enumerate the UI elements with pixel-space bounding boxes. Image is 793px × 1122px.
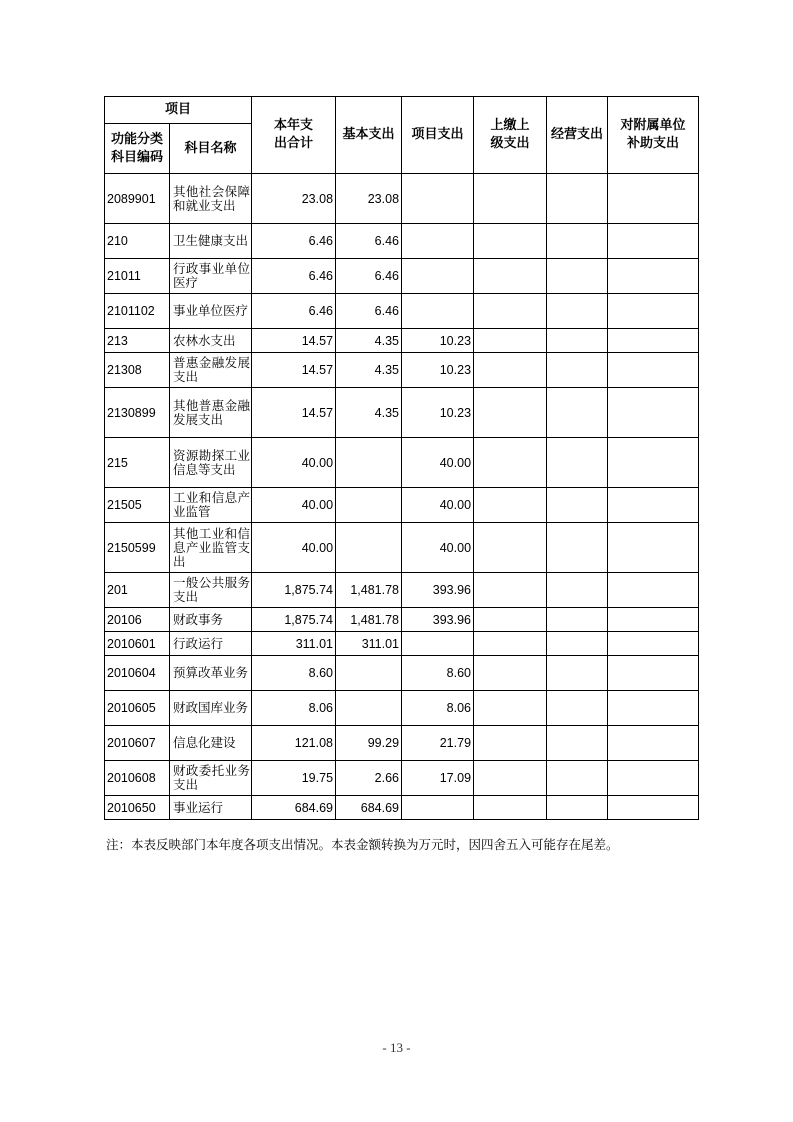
subsidy-cell (608, 608, 699, 632)
table-row (105, 632, 699, 656)
project-cell: 393.96 (402, 608, 474, 632)
basic-cell (336, 691, 402, 726)
upper-cell (474, 438, 547, 488)
total-cell: 19.75 (252, 761, 336, 796)
basic-cell: 6.46 (336, 294, 402, 329)
basic-cell: 23.08 (336, 174, 402, 224)
project-cell (402, 174, 474, 224)
page-number: - 13 - (382, 1040, 411, 1055)
upper-cell (474, 608, 547, 632)
basic-cell: 99.29 (336, 726, 402, 761)
total-cell: 40.00 (252, 523, 336, 573)
footnote: 注：本表反映部门本年度各项支出情况。本表金额转换为万元时，因四舍五入可能存在尾差。 (106, 837, 619, 852)
operation-cell (547, 438, 608, 488)
upper-cell (474, 388, 547, 438)
project-cell: 40.00 (402, 488, 474, 523)
subject-name-cell: 其他普惠金融发展支出 (170, 388, 252, 438)
total-cell: 1,875.74 (252, 573, 336, 608)
table-row (105, 174, 699, 224)
subject-name-cell: 行政运行 (170, 632, 252, 656)
upper-cell (474, 726, 547, 761)
subject-name-cell: 农林水支出 (170, 329, 252, 353)
upper-cell (474, 488, 547, 523)
subject-code-cell: 201 (105, 573, 170, 608)
header-code: 功能分类科目编码 (105, 124, 170, 174)
upper-cell (474, 796, 547, 820)
project-cell: 17.09 (402, 761, 474, 796)
operation-cell (547, 353, 608, 388)
subsidy-cell (608, 726, 699, 761)
table-row (105, 726, 699, 761)
subject-name-cell: 工业和信息产业监管 (170, 488, 252, 523)
subject-code-cell: 21011 (105, 259, 170, 294)
upper-cell (474, 329, 547, 353)
subject-code-cell: 2010604 (105, 656, 170, 691)
basic-cell (336, 488, 402, 523)
basic-cell: 684.69 (336, 796, 402, 820)
project-cell: 8.60 (402, 656, 474, 691)
subject-name-cell: 财政国库业务 (170, 691, 252, 726)
subject-code-cell: 21308 (105, 353, 170, 388)
project-cell: 10.23 (402, 353, 474, 388)
table-row (105, 691, 699, 726)
upper-cell (474, 691, 547, 726)
operation-cell (547, 573, 608, 608)
upper-cell (474, 174, 547, 224)
upper-cell (474, 259, 547, 294)
upper-cell (474, 573, 547, 608)
header-project: 项目 (105, 97, 252, 124)
subsidy-cell (608, 174, 699, 224)
subject-name-cell: 事业运行 (170, 796, 252, 820)
basic-cell: 4.35 (336, 353, 402, 388)
basic-cell: 2.66 (336, 761, 402, 796)
upper-cell (474, 761, 547, 796)
subject-name-cell: 财政委托业务支出 (170, 761, 252, 796)
operation-cell (547, 691, 608, 726)
upper-cell (474, 224, 547, 259)
project-cell: 40.00 (402, 523, 474, 573)
total-cell: 6.46 (252, 224, 336, 259)
subject-name-cell: 行政事业单位医疗 (170, 259, 252, 294)
project-cell (402, 294, 474, 329)
operation-cell (547, 329, 608, 353)
subsidy-cell (608, 632, 699, 656)
project-cell: 21.79 (402, 726, 474, 761)
subsidy-cell (608, 388, 699, 438)
project-cell (402, 796, 474, 820)
basic-cell: 1,481.78 (336, 573, 402, 608)
basic-cell (336, 523, 402, 573)
operation-cell (547, 224, 608, 259)
subject-code-cell: 2010608 (105, 761, 170, 796)
operation-cell (547, 523, 608, 573)
project-cell: 8.06 (402, 691, 474, 726)
subsidy-cell (608, 329, 699, 353)
subject-name-cell: 卫生健康支出 (170, 224, 252, 259)
subject-code-cell: 2010650 (105, 796, 170, 820)
header-project-expenditure: 项目支出 (402, 97, 474, 174)
subject-code-cell: 2010607 (105, 726, 170, 761)
total-cell: 6.46 (252, 259, 336, 294)
subject-code-cell: 2089901 (105, 174, 170, 224)
table-row (105, 294, 699, 329)
basic-cell (336, 438, 402, 488)
subsidy-cell (608, 523, 699, 573)
table-row (105, 523, 699, 573)
total-cell: 40.00 (252, 488, 336, 523)
project-cell: 10.23 (402, 329, 474, 353)
basic-cell: 6.46 (336, 224, 402, 259)
table-row (105, 573, 699, 608)
expenditure-table (104, 96, 699, 820)
upper-cell (474, 353, 547, 388)
operation-cell (547, 259, 608, 294)
operation-cell (547, 488, 608, 523)
upper-cell (474, 632, 547, 656)
subsidy-cell (608, 761, 699, 796)
subsidy-cell (608, 573, 699, 608)
subject-name-cell: 资源勘探工业信息等支出 (170, 438, 252, 488)
upper-cell (474, 523, 547, 573)
total-cell: 14.57 (252, 353, 336, 388)
total-cell: 121.08 (252, 726, 336, 761)
subject-name-cell: 一般公共服务支出 (170, 573, 252, 608)
operation-cell (547, 761, 608, 796)
subject-name-cell: 信息化建设 (170, 726, 252, 761)
total-cell: 8.60 (252, 656, 336, 691)
subject-name-cell: 其他社会保障和就业支出 (170, 174, 252, 224)
subsidy-cell (608, 259, 699, 294)
subject-code-cell: 215 (105, 438, 170, 488)
operation-cell (547, 726, 608, 761)
table-row (105, 796, 699, 820)
project-cell: 393.96 (402, 573, 474, 608)
subject-code-cell: 2010605 (105, 691, 170, 726)
subject-name-cell: 普惠金融发展支出 (170, 353, 252, 388)
subsidy-cell (608, 796, 699, 820)
operation-cell (547, 294, 608, 329)
operation-cell (547, 796, 608, 820)
subject-code-cell: 2130899 (105, 388, 170, 438)
header-basic: 基本支出 (336, 97, 402, 174)
project-cell (402, 259, 474, 294)
subsidy-cell (608, 224, 699, 259)
table-row (105, 608, 699, 632)
subject-code-cell: 210 (105, 224, 170, 259)
subject-name-cell: 事业单位医疗 (170, 294, 252, 329)
table-row (105, 488, 699, 523)
header-upper: 上缴上级支出 (474, 97, 547, 174)
subsidy-cell (608, 656, 699, 691)
project-cell (402, 632, 474, 656)
total-cell: 684.69 (252, 796, 336, 820)
header-subsidy: 对附属单位补助支出 (608, 97, 699, 174)
table-row (105, 329, 699, 353)
table-row (105, 438, 699, 488)
total-cell: 40.00 (252, 438, 336, 488)
subject-name-cell: 其他工业和信息产业监管支出 (170, 523, 252, 573)
subject-name-cell: 财政事务 (170, 608, 252, 632)
header-name: 科目名称 (170, 124, 252, 174)
table-row (105, 353, 699, 388)
table-row (105, 656, 699, 691)
subject-code-cell: 2101102 (105, 294, 170, 329)
header-total: 本年支出合计 (252, 97, 336, 174)
subject-name-cell: 预算改革业务 (170, 656, 252, 691)
operation-cell (547, 174, 608, 224)
project-cell (402, 224, 474, 259)
total-cell: 6.46 (252, 294, 336, 329)
subject-code-cell: 20106 (105, 608, 170, 632)
basic-cell: 4.35 (336, 329, 402, 353)
total-cell: 8.06 (252, 691, 336, 726)
operation-cell (547, 388, 608, 438)
subject-code-cell: 213 (105, 329, 170, 353)
project-cell: 40.00 (402, 438, 474, 488)
subsidy-cell (608, 488, 699, 523)
upper-cell (474, 294, 547, 329)
total-cell: 14.57 (252, 388, 336, 438)
project-cell: 10.23 (402, 388, 474, 438)
table-row (105, 761, 699, 796)
total-cell: 14.57 (252, 329, 336, 353)
subject-code-cell: 21505 (105, 488, 170, 523)
basic-cell (336, 656, 402, 691)
operation-cell (547, 608, 608, 632)
total-cell: 23.08 (252, 174, 336, 224)
subject-code-cell: 2010601 (105, 632, 170, 656)
basic-cell: 6.46 (336, 259, 402, 294)
subsidy-cell (608, 294, 699, 329)
subsidy-cell (608, 438, 699, 488)
total-cell: 1,875.74 (252, 608, 336, 632)
operation-cell (547, 656, 608, 691)
subsidy-cell (608, 353, 699, 388)
total-cell: 311.01 (252, 632, 336, 656)
subject-code-cell: 2150599 (105, 523, 170, 573)
header-operation: 经营支出 (547, 97, 608, 174)
basic-cell: 4.35 (336, 388, 402, 438)
subsidy-cell (608, 691, 699, 726)
basic-cell: 1,481.78 (336, 608, 402, 632)
upper-cell (474, 656, 547, 691)
table-row (105, 259, 699, 294)
table-row (105, 388, 699, 438)
table-row (105, 224, 699, 259)
operation-cell (547, 632, 608, 656)
basic-cell: 311.01 (336, 632, 402, 656)
